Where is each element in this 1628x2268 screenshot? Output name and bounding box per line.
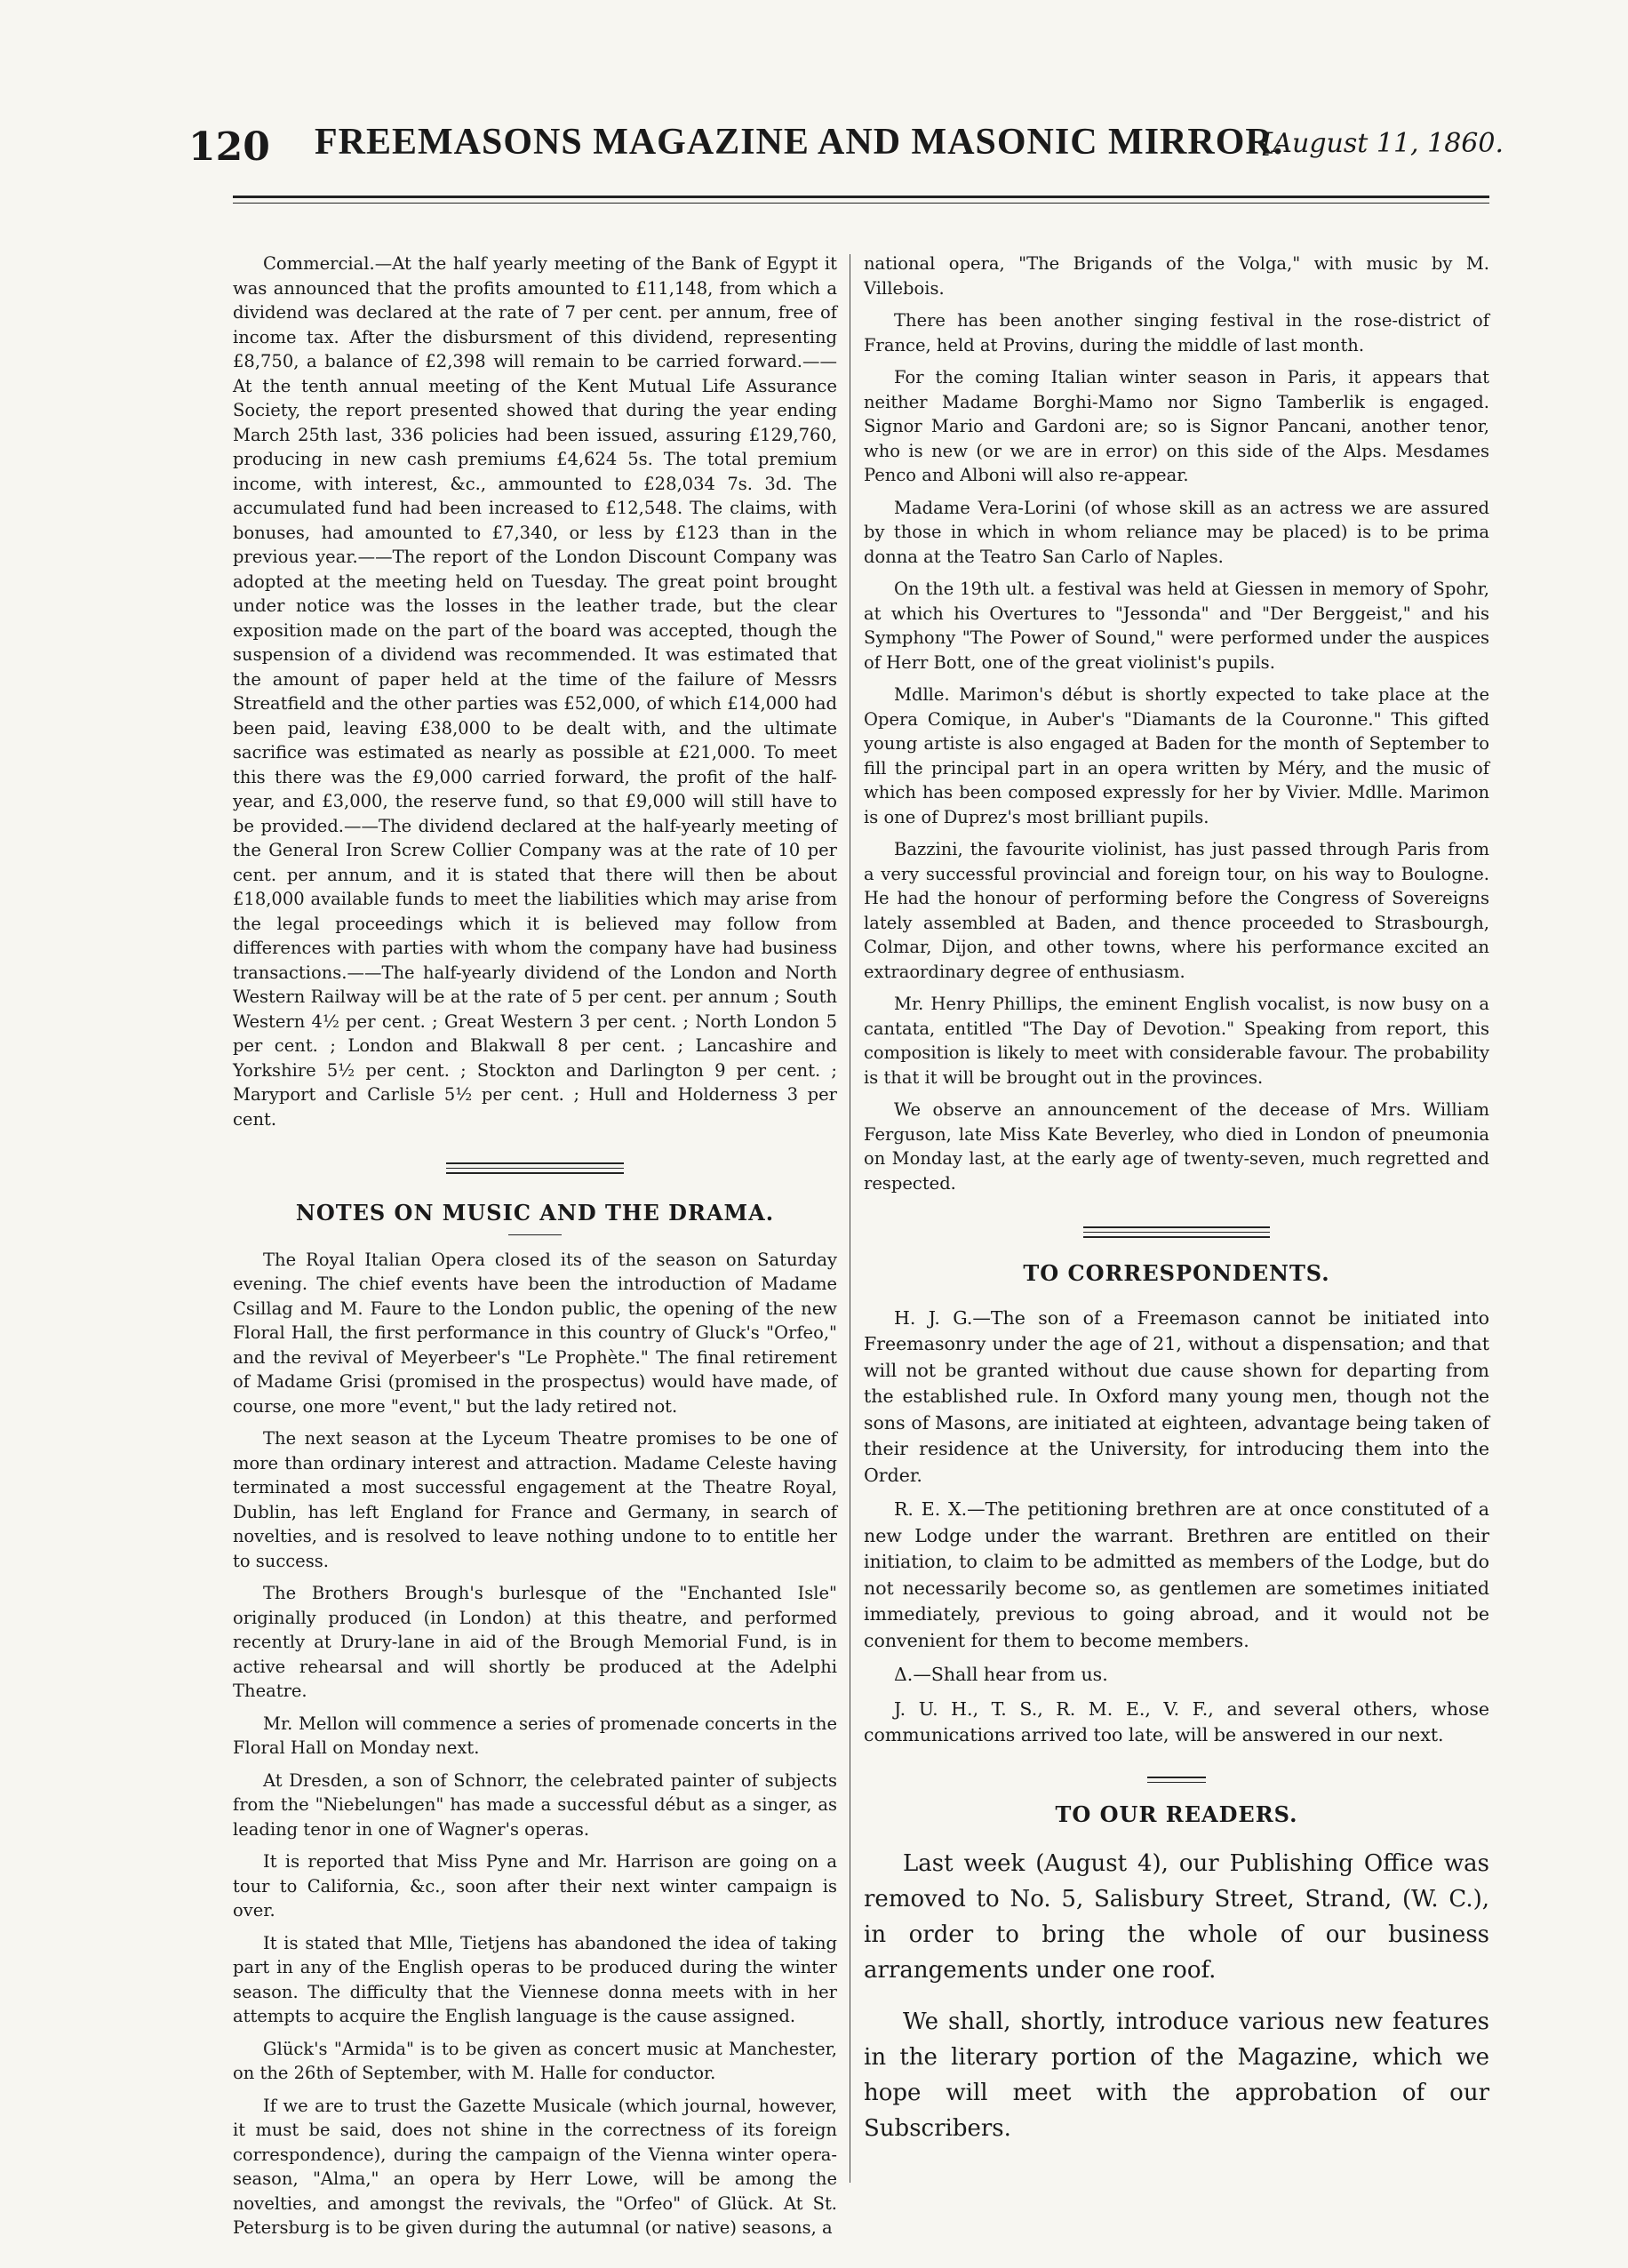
- section-divider-ornament: [1083, 1226, 1270, 1238]
- music-paragraph: At Dresden, a son of Schnorr, the celebrated painter of subjects from the "Niebelungen" has made a successful début as a singer, as leading tenor in one of Wagner's operas.: [233, 1769, 837, 1840]
- correspondents-section: [864, 1306, 1489, 1749]
- readers-section: [864, 1846, 1489, 2146]
- correspondent-reply: R. E. X.—The petitioning brethren are at once constituted of a new Lodge under the warrant. Brethren are entitled on their initiation, to claim to be admitted as members of the Lodge, but do not necessarily become so, as gentlemen are sometimes initiated immediately, previous to going abroad, and it would not be convenient for them to become members.: [864, 1498, 1489, 1651]
- music-paragraph: Mr. Mellon will commence a series of promenade concerts in the Floral Hall on Monday next.: [233, 1713, 837, 1758]
- correspondent-reply: J. U. H., T. S., R. M. E., V. F., and several others, whose communications arrived too late, will be answered in our next.: [864, 1697, 1489, 1745]
- header-rule-thick: [233, 196, 1489, 198]
- music-paragraph: It is reported that Miss Pyne and Mr. Harrison are going on a tour to California, &c., soon after their next winter campaign is over.: [233, 1851, 837, 1921]
- music-drama-heading: NOTES ON MUSIC AND THE DRAMA.: [295, 1200, 775, 1226]
- music-paragraph: Bazzini, the favourite violinist, has just passed through Paris from a very successful provincial and foreign tour, on his way to Boulogne. He had the honour of performing before the Congress of Sovereigns lately assembled at Baden, and thence proceeded to Strasbourgh, Colmar, Dijon, and other towns, where his performance excited an extraordinary degree of enthusiasm.: [864, 839, 1489, 982]
- header-rule-thin: [233, 203, 1489, 204]
- masthead: [188, 117, 1504, 180]
- correspondent-reply: H. J. G.—The son of a Freemason cannot be initiated into Freemasonry under the age of 21, without a dispensation; and that will not be granted without due cause shown for departing from the established rule. In Oxford many young men, though not the sons of Masons, are initiated at eighteen, advantage being taken of their residence at the University, for introducing them into the Order.: [864, 1306, 1489, 1486]
- page-number: 120: [188, 124, 270, 170]
- music-paragraph: national opera, "The Brigands of the Volga," with music by M. Villebois.: [864, 253, 1489, 299]
- music-paragraph: Mr. Henry Phillips, the eminent English vocalist, is now busy on a cantata, entitled "The Day of Devotion." Speaking from report, this composition is likely to meet with considerable favour. The probability is that it will be brought out in the provinces.: [864, 994, 1489, 1088]
- issue-date: [August 11, 1860.: [1262, 128, 1504, 159]
- correspondent-reply: Δ.—Shall hear from us.: [894, 1664, 1108, 1685]
- right-column: [864, 252, 1489, 2162]
- heading-underline: [508, 1234, 562, 1235]
- music-paragraph: If we are to trust the Gazette Musicale (which journal, however, it must be said, does not shine in the correctness of its foreign correspondence), during the campaign of the Vienna winter opera-season, "Alma," an opera by Herr Lowe, will be among the novelties, and amongst the revivals, the "Orfeo" of Glück. At St. Petersburg is to be given during the autumnal (or native) seasons, a: [233, 2095, 837, 2238]
- music-paragraph: Mdlle. Marimon's début is shortly expected to take place at the Opera Comique, in Auber's "Diamants de la Couronne." This gifted young artiste is also engaged at Baden for the month of September to fill the principal part in an opera written by Méry, and the music of which has been composed expressly for her by Vivier. Mdlle. Marimon is one of Duprez's most brilliant pupils.: [864, 684, 1489, 827]
- music-paragraph: The Brothers Brough's burlesque of the "Enchanted Isle" originally produced (in London) at this theatre, and performed recently at Drury-lane in aid of the Brough Memorial Fund, is in active rehearsal and will shortly be produced at the Adelphi Theatre.: [233, 1583, 837, 1701]
- readers-paragraph: Last week (August 4), our Publishing Office was removed to No. 5, Salisbury Street, Strand, (W. C.), in order to bring the whole of our business arrangements under one roof.: [864, 1850, 1489, 1984]
- music-paragraph: The next season at the Lyceum Theatre promises to be one of more than ordinary interest and attraction. Madame Celeste having terminated a most successful engagement at the Theatre Royal, Dublin, has left England for France and Germany, in search of novelties, and is resolved to leave nothing undone to to entitle her to success.: [233, 1428, 837, 1571]
- section-divider-ornament: [446, 1162, 624, 1174]
- correspondents-heading: TO CORRESPONDENTS.: [1023, 1260, 1330, 1286]
- readers-paragraph: We shall, shortly, introduce various new features in the literary portion of the Magazine, which we hope will meet with the approbation of our Subscribers.: [864, 2008, 1489, 2142]
- music-paragraph: There has been another singing festival in the rose-district of France, held at Provins, during the middle of last month.: [864, 310, 1489, 355]
- music-paragraph: Glück's "Armida" is to be given as concert music at Manchester, on the 26th of September, with M. Halle for conductor.: [233, 2038, 837, 2083]
- left-column: [233, 252, 837, 2248]
- music-paragraph: For the coming Italian winter season in Paris, it appears that neither Madame Borghi-Mamo nor Signo Tamberlik is engaged. Signor Mario and Gardoni are; so is Signor Pancani, another tenor, who is new (or we are in error) on this side of the Alps. Mesdames Penco and Alboni will also re-appear.: [864, 367, 1489, 485]
- music-paragraph: On the 19th ult. a festival was held at Giessen in memory of Spohr, at which his Overtures to "Jessonda" and "Der Berggeist," and his Symphony "The Power of Sound," were performed under the auspices of Herr Bott, one of the great violinist's pupils.: [864, 579, 1489, 673]
- music-paragraph: We observe an announcement of the decease of Mrs. William Ferguson, late Miss Kate Beverley, who died in London of pneumonia on Monday last, at the early age of twenty-seven, much regretted and respected.: [864, 1099, 1489, 1194]
- music-paragraph: It is stated that Mlle, Tietjens has abandoned the idea of taking part in any of the English operas to be produced during the winter season. The difficulty that the Viennese donna meets with in her attempts to acquire the English language is the cause assigned.: [233, 1932, 837, 2026]
- section-divider-short: [1147, 1777, 1206, 1783]
- commercial-paragraph: Commercial.—At the half yearly meeting of the Bank of Egypt it was announced that the profits amounted to £11,148, from which a dividend was declared at the rate of 7 per cent. per annum, free of income tax. After the disbursment of this dividend, representing £8,750, a balance of £2,398 will remain to be carried forward.—— At the tenth annual meeting of the Kent Mutual Life Assurance Society, the report presented showed that during the year ending March 25th last, 336 policies had been issued, assuring £129,760, producing in new cash premiums £4,624 5s. The total premium income, with interest, &c., ammounted to £28,034 7s. 3d. The accumulated fund had been increased to £12,548. The claims, with bonuses, had amounted to £7,340, or less by £123 than in the previous year.——The report of the London Discount Company was adopted at the meeting held on Tuesday. The great point brought under notice was the losses in the leather trade, but the clear exposition made on the part of the board was accepted, though the suspension of a dividend was recommended. It was estimated that the amount of paper held at the time of the failure of Messrs Streatfield and the other parties was £52,000, of which £14,000 had been paid, leaving £38,000 to be dealt with, and the ultimate sacrifice was estimated as nearly as possible at £21,000. To meet this there was the £9,000 carried forward, the profit of the half-year, and £3,000, the reserve fund, so that £9,000 will still have to be provided.——The dividend declared at the half-yearly meeting of the General Iron Screw Collier Company was at the rate of 10 per cent. per annum, and it is stated that there will then be about £18,000 available funds to meet the liabilities which may arise from the legal proceedings which it is believed may follow from differences with parties with whom the company have had business transactions.——The half-yearly dividend of the London and North Western Railway will be at the rate of 5 per cent. per annum ; South Western 4½ per cent. ; Great Western 3 per cent. ; North London 5 per cent. ; London and Blakwall 8 per cent. ; Lancashire and Yorkshire 5½ per cent. ; Stockton and Darlington 9 per cent. ; Maryport and Carlisle 5½ per cent. ; Hull and Holderness 3 per cent.: [233, 253, 837, 1130]
- music-paragraph: The Royal Italian Opera closed its of the season on Saturday evening. The chief events have been the introduction of Madame Csillag and M. Faure to the London public, the opening of the new Floral Hall, the first performance in this country of Gluck's "Orfeo," and the revival of Meyerbeer's "Le Prophète." The final retirement of Madame Grisi (promised in the prospectus) would have made, of course, one more "event," but the lady retired not.: [233, 1249, 837, 1417]
- publication-title: FREEMASONS MAGAZINE AND MASONIC MIRROR.: [315, 122, 1284, 163]
- readers-heading: TO OUR READERS.: [1055, 1801, 1298, 1827]
- music-paragraph: Madame Vera-Lorini (of whose skill as an actress we are assured by those in which in whom reliance may be placed) is to be prima donna at the Teatro San Carlo of Naples.: [864, 497, 1489, 567]
